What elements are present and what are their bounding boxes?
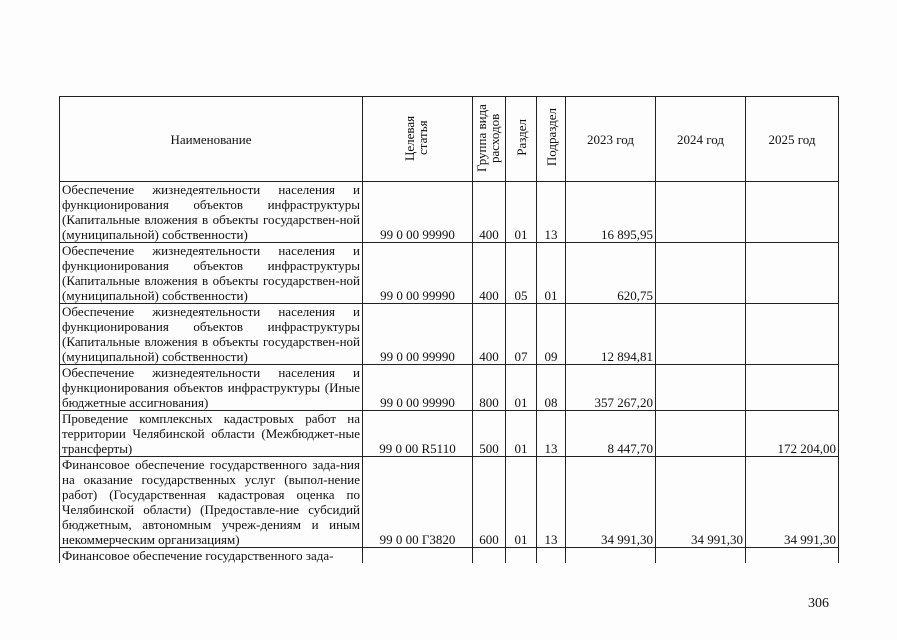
row-subsection: 08 xyxy=(537,365,566,411)
header-2023: 2023 год xyxy=(566,97,656,182)
page-number: 306 xyxy=(808,596,829,611)
header-section: Раздел xyxy=(506,97,537,182)
row-target-article xyxy=(363,548,473,564)
row-target-article: 99 0 00 99990 xyxy=(363,304,473,365)
row-expense-group xyxy=(473,548,506,564)
row-value-2023 xyxy=(566,548,656,564)
row-value-2023: 16 895,95 xyxy=(566,182,656,243)
row-value-2025 xyxy=(746,365,839,411)
budget-table xyxy=(59,96,839,563)
table-row xyxy=(60,304,839,365)
row-value-2025: 34 991,30 xyxy=(746,457,839,548)
table-row xyxy=(60,548,839,564)
row-value-2024 xyxy=(656,411,746,457)
header-subsection: Подраздел xyxy=(537,97,566,182)
row-expense-group: 500 xyxy=(473,411,506,457)
row-target-article: 99 0 00 99990 xyxy=(363,182,473,243)
header-2025: 2025 год xyxy=(746,97,839,182)
row-value-2025 xyxy=(746,243,839,304)
row-value-2023: 620,75 xyxy=(566,243,656,304)
row-expense-group: 400 xyxy=(473,182,506,243)
row-value-2024 xyxy=(656,548,746,564)
row-subsection: 13 xyxy=(537,457,566,548)
row-target-article: 99 0 00 Г3820 xyxy=(363,457,473,548)
row-section xyxy=(506,548,537,564)
row-value-2024 xyxy=(656,182,746,243)
row-section: 01 xyxy=(506,411,537,457)
row-name: Обеспечение жизнедеятельности населения и функционирования объектов инфраструктуры (Капитальные вложения в объекты государствен-ной (муниципальной) собственности) xyxy=(60,182,363,243)
row-name: Проведение комплексных кадастровых работ на территории Челябинской области (Межбюджет-ные трансферты) xyxy=(60,411,363,457)
row-section: 07 xyxy=(506,304,537,365)
row-value-2024 xyxy=(656,365,746,411)
row-value-2023: 357 267,20 xyxy=(566,365,656,411)
row-value-2023: 8 447,70 xyxy=(566,411,656,457)
header-target-article: Целевая статья xyxy=(363,97,473,182)
row-expense-group: 400 xyxy=(473,304,506,365)
row-section: 05 xyxy=(506,243,537,304)
row-value-2023: 34 991,30 xyxy=(566,457,656,548)
table-header-row xyxy=(60,97,839,182)
row-value-2024 xyxy=(656,243,746,304)
row-section: 01 xyxy=(506,457,537,548)
table-row xyxy=(60,182,839,243)
header-expense-group: Группа вида расходов xyxy=(473,97,506,182)
row-subsection: 09 xyxy=(537,304,566,365)
row-name: Обеспечение жизнедеятельности населения и функционирования объектов инфраструктуры (Капитальные вложения в объекты государствен-ной (муниципальной) собственности) xyxy=(60,243,363,304)
row-name: Обеспечение жизнедеятельности населения и функционирования объектов инфраструктуры (Капитальные вложения в объекты государствен-ной (муниципальной) собственности) xyxy=(60,304,363,365)
header-name: Наименование xyxy=(60,97,363,182)
row-subsection xyxy=(537,548,566,564)
table-row xyxy=(60,365,839,411)
row-value-2025 xyxy=(746,304,839,365)
row-target-article: 99 0 00 99990 xyxy=(363,365,473,411)
row-name: Обеспечение жизнедеятельности населения и функционирования объектов инфраструктуры (Иные бюджетные ассигнования) xyxy=(60,365,363,411)
row-subsection: 13 xyxy=(537,182,566,243)
row-name: Финансовое обеспечение государственного зада-ния на оказание государственных услуг (выпол-нение работ) (Государственная кадастровая оценка по Челябинской области) (Предоставле-ние субсидий бюджетным, автономным учреж-дениям и иным некоммерческим организациям) xyxy=(60,457,363,548)
table-row xyxy=(60,243,839,304)
row-subsection: 01 xyxy=(537,243,566,304)
row-section: 01 xyxy=(506,365,537,411)
row-expense-group: 400 xyxy=(473,243,506,304)
row-expense-group: 800 xyxy=(473,365,506,411)
table-row xyxy=(60,457,839,548)
row-target-article: 99 0 00 R5110 xyxy=(363,411,473,457)
header-2024: 2024 год xyxy=(656,97,746,182)
row-subsection: 13 xyxy=(537,411,566,457)
row-name: Финансовое обеспечение государственного зада- xyxy=(60,548,363,564)
row-section: 01 xyxy=(506,182,537,243)
row-value-2025 xyxy=(746,182,839,243)
row-value-2024: 34 991,30 xyxy=(656,457,746,548)
row-expense-group: 600 xyxy=(473,457,506,548)
row-value-2025 xyxy=(746,548,839,564)
row-value-2024 xyxy=(656,304,746,365)
row-target-article: 99 0 00 99990 xyxy=(363,243,473,304)
row-value-2023: 12 894,81 xyxy=(566,304,656,365)
row-value-2025: 172 204,00 xyxy=(746,411,839,457)
table-row xyxy=(60,411,839,457)
